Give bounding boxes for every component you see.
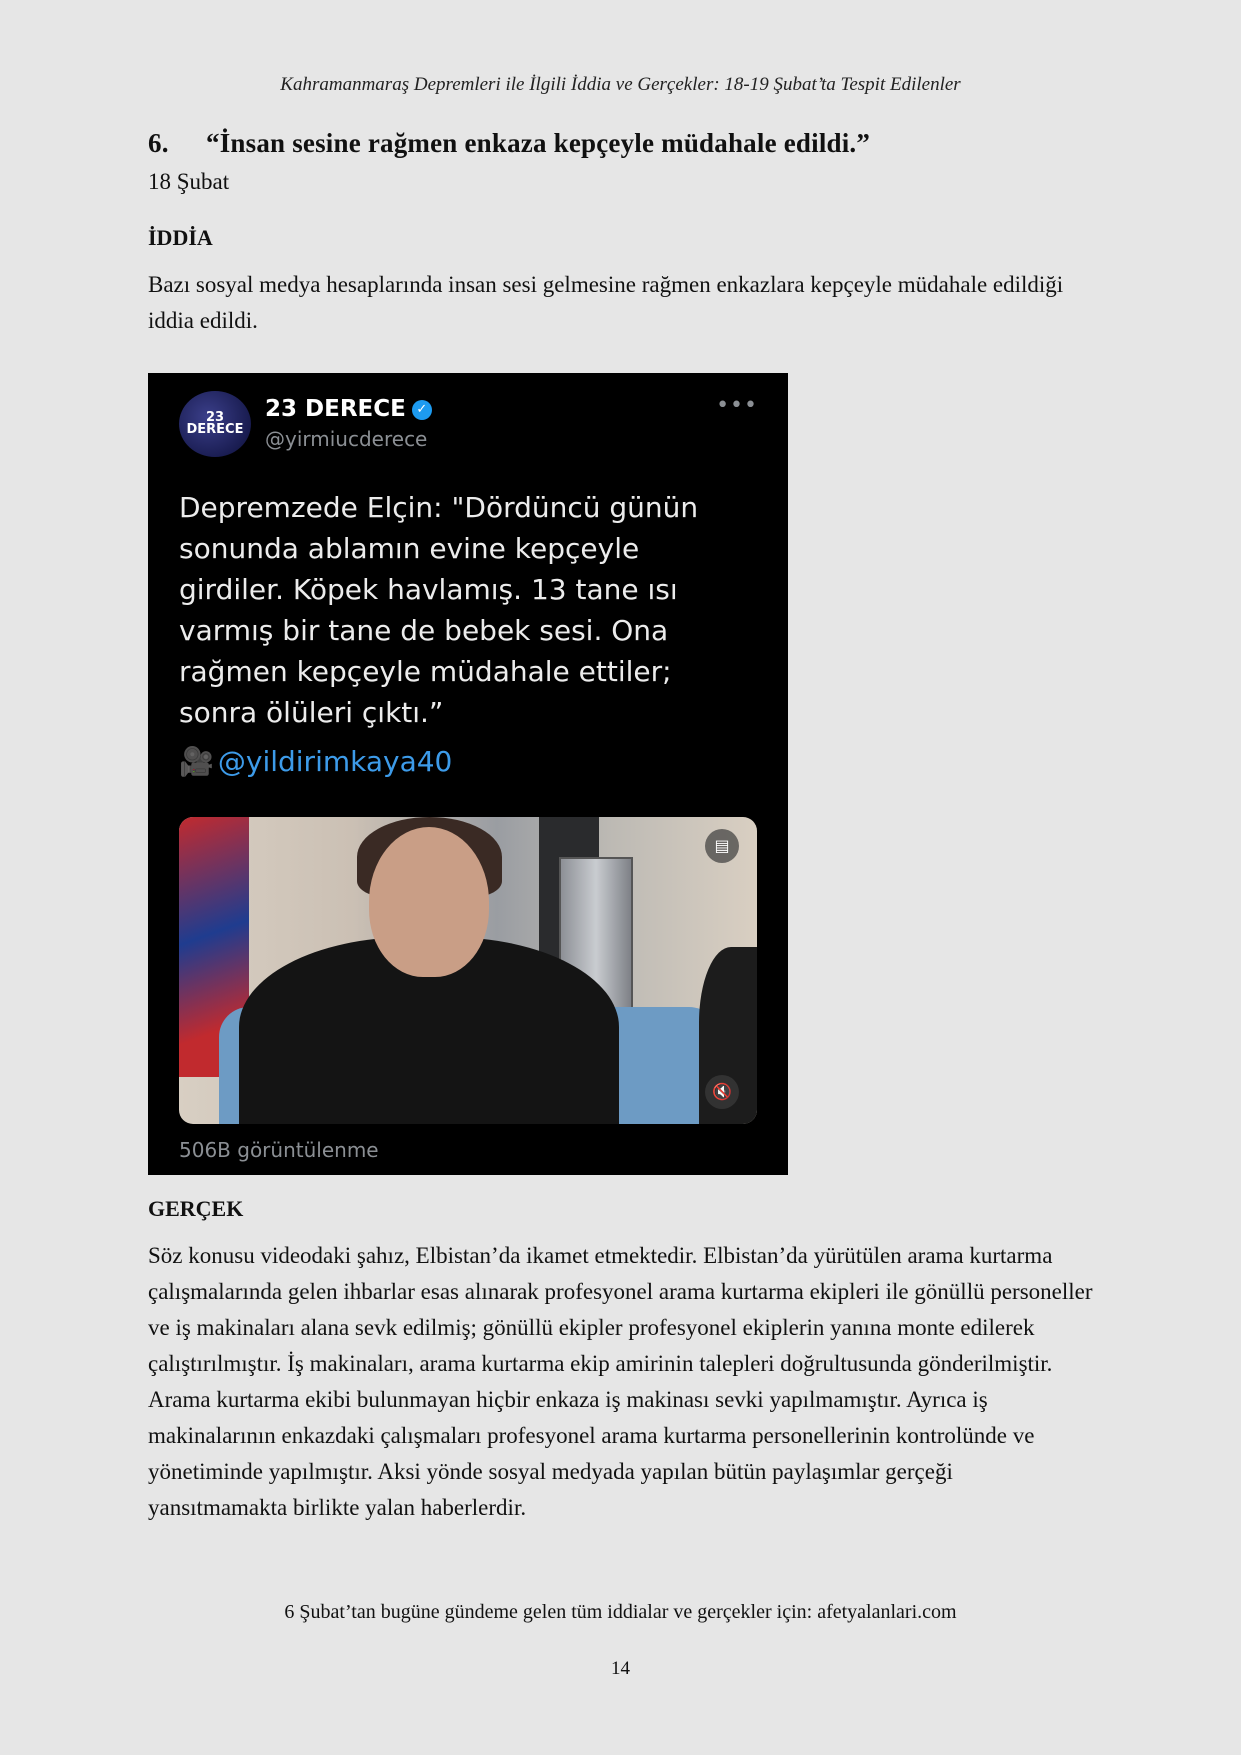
- tweet-mention: [179, 745, 452, 778]
- section-number: 6.: [148, 128, 169, 158]
- tweet-text: Depremzede Elçin: "Dördüncü günün sonunda ablamın evine kepçeyle girdiler. Köpek havlamış. 13 tane ısı varmış bir tane de bebek sesi. Ona rağmen kepçeyle müdahale ettiler; sonra ölüleri çıktı.”: [179, 491, 699, 729]
- claim-heading: İDDİA: [148, 225, 213, 250]
- page-number: 14: [611, 1658, 630, 1679]
- verified-badge-icon: ✓: [412, 400, 432, 420]
- account-handle: @yirmiucderece: [265, 427, 428, 451]
- section-top: [148, 128, 1093, 339]
- account-name: 23 DERECE ✓: [265, 396, 432, 422]
- claim-text: Bazı sosyal medya hesaplarında insan sesi gelmesine rağmen enkazlara kepçeyle müdahale edildiği iddia edildi.: [148, 272, 1064, 333]
- footer-note: 6 Şubat’tan bugüne gündeme gelen tüm iddialar ve gerçekler için: afetyalanlari.com: [284, 1601, 957, 1623]
- section-title: [148, 128, 1093, 159]
- captions-icon: ▤: [705, 829, 739, 863]
- tweet-video-thumbnail: [179, 817, 757, 1124]
- section-date: 18 Şubat: [148, 169, 230, 194]
- fact-text: Söz konusu videodaki şahız, Elbistan’da ikamet etmektedir. Elbistan’da yürütülen arama kurtarma çalışmalarında gelen ihbarlar esas alınarak profesyonel arama kurtarma ekipleri ile gönüllü personeller ve iş makinaları alana sevk edilmiş; gönüllü ekipler profesyonel ekiplerin yanına monte edilerek çalıştırılmıştır. İş makinaları, arama kurtarma ekip amirinin talepleri doğrultusunda gönderilmiştir. Arama kurtarma ekibi bulunmayan hiçbir enkaza iş makinası sevki yapılmamıştır. Ayrıca iş makinalarının enkazdaki çalışmaları profesyonel arama kurtarma personellerinin kontrolünde ve yönetiminde yapılmıştır. Aksi yönde sosyal medyada yapılan bütün paylaşımlar gerçeği yansıtmamakta birlikte yalan haberlerdir.: [148, 1243, 1093, 1520]
- person-face-graphic: [369, 827, 489, 977]
- tweet-screenshot: [148, 373, 788, 1175]
- fact-heading: GERÇEK: [148, 1196, 244, 1221]
- avatar: 23 DERECE: [179, 391, 251, 457]
- view-count: 506B görüntülenme: [179, 1138, 379, 1162]
- video-camera-icon: 🎥: [179, 745, 214, 778]
- mute-icon: 🔇: [705, 1075, 739, 1109]
- section-title-text: “İnsan sesine rağmen enkaza kepçeyle müdahale edildi.”: [206, 128, 871, 158]
- section-bottom: [148, 1196, 1093, 1526]
- mention-link: @yildirimkaya40: [217, 745, 453, 778]
- running-header: Kahramanmaraş Depremleri ile İlgili İddia ve Gerçekler: 18-19 Şubat’ta Tespit Edilenler: [280, 74, 961, 95]
- more-options-icon: •••: [716, 393, 758, 418]
